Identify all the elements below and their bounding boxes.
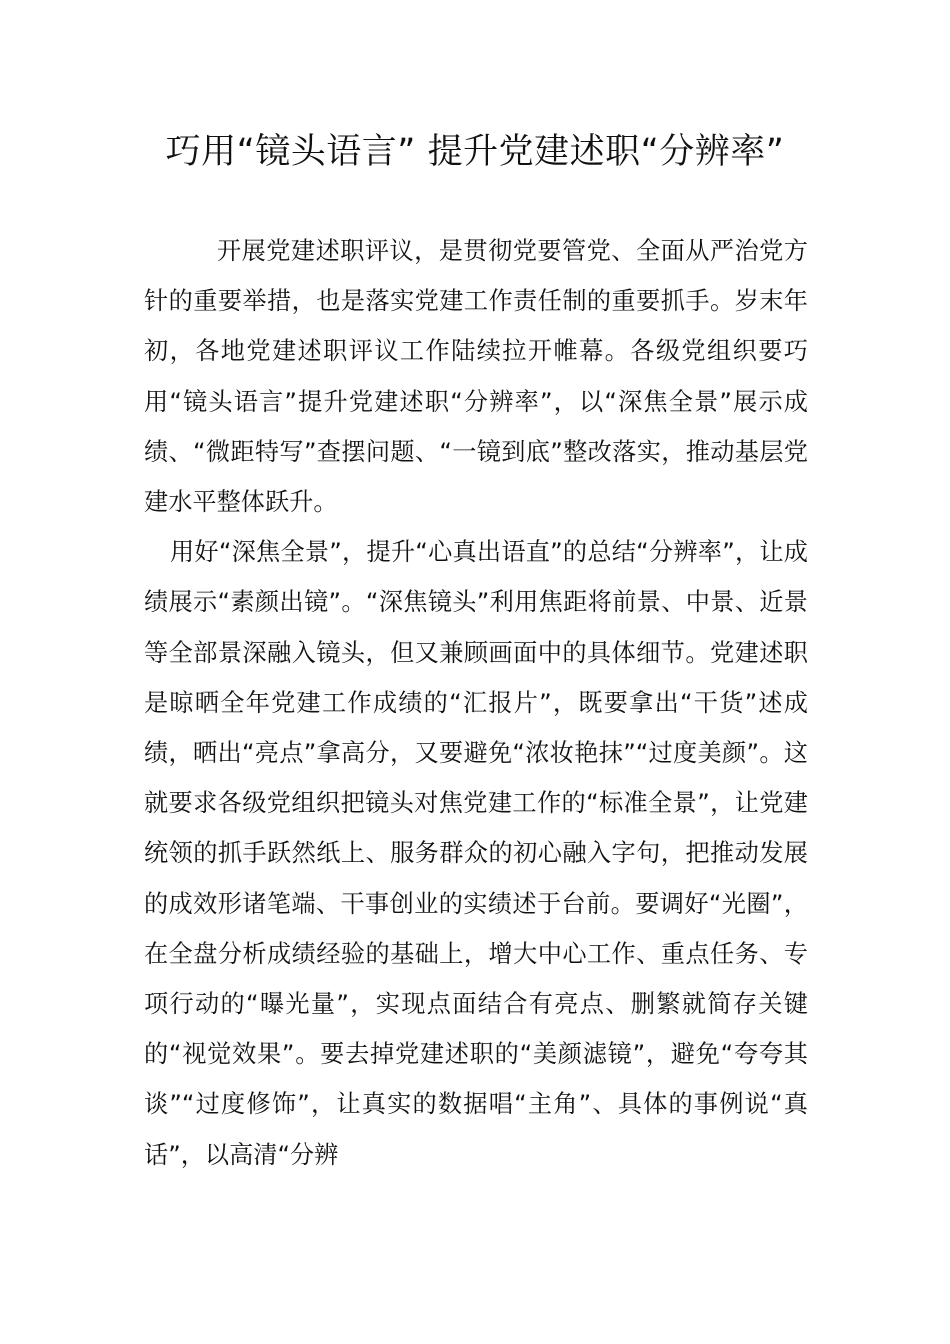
paragraph-deep-focus: 用好“深焦全景”，提升“心真出语直”的总结“分辨率”，让成绩展示“素颜出镜”。“深焦镜头”利用焦距将前景、中景、近景等全部景深融入镜头，但又兼顾画面中的具体细节。党建述职是晾晒全年党建工作成绩的“汇报片”，既要拿出“干货”述成绩，晒出“亮点”拿高分，又要避免“浓妆艳抹”“过度美颜”。这就要求各级党组织把镜头对焦党建工作的“标准全景”，让党建统领的抓手跃然纸上、服务群众的初心融入字句，把推动发展的成效形诸笔端、干事创业的实绩述于台前。要调好“光圈”，在全盘分析成绩经验的基础上，增大中心工作、重点任务、专项行动的“曝光量”，实现点面结合有亮点、删繁就简存关键的“视觉效果”。要去掉党建述职的“美颜滤镜”，避免“夸夸其谈”“过度修饰”，让真实的数据唱“主角”、具体的事例说“真话”，以高清“分辨 (144, 538, 808, 1169)
document-body (144, 226, 808, 1180)
paragraph-intro: 开展党建述职评议，是贯彻党要管党、全面从严治党方针的重要举措，也是落实党建工作责任制的重要抓手。岁末年初，各地党建述职评议工作陆续拉开帷幕。各级党组织要巧用“镜头语言”提升党建述职“分辨率”，以“深焦全景”展示成绩、“微距特写”查摆问题、“一镜到底”整改落实，推动基层党建水平整体跃升。 (144, 237, 808, 517)
document-title: 巧用“镜头语言” 提升党建述职“分辨率” (165, 132, 785, 172)
